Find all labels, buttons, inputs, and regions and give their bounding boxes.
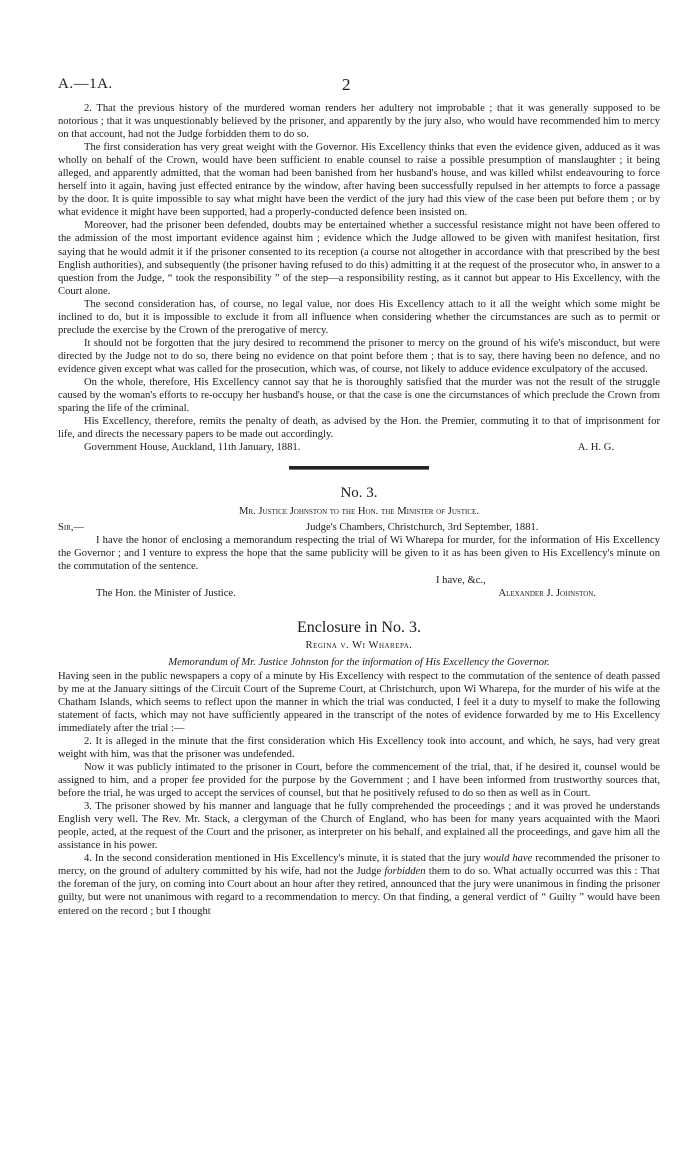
minute-paragraph-2: 2. That the previous history of the murdered woman renders her adultery not improbable ; that it was generally supposed to be notorious ; that it was unquestionably believed by the prisoner, and apparently by the jury also, who would have recommended him to mercy on that account, had not the Judge forbidden them to do so.	[58, 103, 660, 141]
letter-signature: Alexander J. Johnston.	[498, 587, 596, 599]
memorandum-paragraph-2: 2. It is alleged in the minute that the first consideration which His Excellency took into account, and which, he says, had very great weight with him, was that the prisoner was undefended.	[58, 735, 660, 760]
governor-minute	[58, 102, 660, 454]
letter-sign-row	[58, 587, 660, 600]
minute-paragraph-not-forgotten: It should not be forgotten that the jury desired to recommend the prisoner to mercy on the ground of his wife's misconduct, but were directed by the Judge not to do so, there being no evidence on that point before them ; that is to say, there having been no defence, and no evidence given except what was called for the prosecution, which was, of course, not likely to adduce evidence exculpatory of the accused.	[58, 337, 660, 375]
letter-body: I have the honor of enclosing a memorandum respecting the trial of Wi Wharepa for murder, for the information of His Excellency the Governor ; and I venture to express the hope that the same publicity will be given to it as has been given to His Excellency's minute on the commutation of the sentence.	[58, 535, 660, 573]
section-divider	[289, 466, 429, 470]
memorandum-paragraph-3: 3. The prisoner showed by his manner and language that he fully comprehended the proceedings ; and it was proved he understands English very well. The Rev. Mr. Stack, a clergyman of the Church of England, who has been for many years acquainted with the Maori people, acted, at the request of the Court and the prisoner, as interpreter on his behalf, and explained all the proceedings, and gave him all the assistance in his power.	[58, 801, 660, 852]
minute-paragraph-moreover: Moreover, had the prisoner been defended, doubts may be entertained whether a successful resistance might not have been offered to the admission of the most important evidence against him ; evidence which the Judge allowed to be given with manifest hesitation, first saying that he would admit it if the prisoner consented to its reception (a course not altogether in accordance with that prescribed by the best English authorities), and subsequently (the prisoner having refused to do this) admitting it at the request of the prosecutor who, in answer to a question from the Judge, “ took the responsibility ” of the step—a responsibility resting, as it cannot but appear to His Excellency, with the Court alone.	[58, 220, 660, 297]
minute-paragraph-first-consideration: The first consideration has very great weight with the Governor. His Excellency thinks that even the evidence given, adduced as it was wholly on behalf of the Crown, would have been sufficient to enable counsel to raise a possible presumption of manslaughter ; it being alleged, and apparently admitted, that the woman had been banished from her husband's house, and was killed whilst endeavouring to force herself into it again, having just effected entrance by the window, after having been successfully repulsed in her attempts to force a passage by the door. It is quite impossible to say what might have been the verdict of the jury had this view of the case been put before them ; or by what evidence it might have been supported, had a properly-conducted defence been insisted on.	[58, 142, 660, 219]
minute-signature-line	[58, 441, 660, 454]
p4-emphasis-forbidden: forbidden	[384, 866, 426, 878]
letter-recipient: The Hon. the Minister of Justice.	[96, 587, 236, 599]
p4-text-c: them to do so. What actually occurred was this : That the foreman of the jury, on coming into Court about an hour after they retired, announced that the jury were unanimous in finding the prisoner guilty, but were not unanimous with regard to a recommendation to mercy. On that finding, a general verdict of “ Guilty ” would have been entered on the record ; but I thought	[58, 866, 660, 917]
letter-salutation: Sir,—	[58, 522, 85, 534]
letter-address: Judge's Chambers, Christchurch, 3rd September, 1881.	[306, 522, 539, 534]
p4-emphasis-would-have: would have	[483, 853, 533, 865]
letter-no-3	[58, 484, 660, 599]
page-number: 2	[342, 75, 351, 94]
memorandum-title: Memorandum of Mr. Justice Johnston for the information of His Excellency the Governor.	[168, 656, 550, 668]
memorandum-intro: Having seen in the public newspapers a copy of a minute by His Excellency with respect to the commutation of the sentence of death passed by me at the January sittings of the Circuit Court of the Supreme Court, at Christchurch, upon Wi Wharepa, for the murder of his wife at the Chatham Islands, which seems to reflect upon the manner in which the trial was conducted, I feel it a duty to myself to make the following statement of facts, which may not have sufficiently appeared in the transcript of the notes of evidence forwarded by me to His Excellency immediately after the trial :—	[58, 670, 660, 734]
letter-from-to: Mr. Justice Johnston to the Hon. the Minister of Justice.	[239, 506, 479, 518]
letter-number-heading: No. 3.	[340, 485, 378, 502]
letter-closing: I have, &c.,	[436, 574, 486, 586]
minute-paragraph-on-the-whole: On the whole, therefore, His Excellency cannot say that he is thoroughly satisfied that the murder was not the result of the struggle caused by the woman's efforts to re-occupy her husband's house, or that the case is one the circumstances of which preclude the Crown from sparing the life of the criminal.	[58, 376, 660, 415]
paper-reference: A.—1A.	[58, 76, 113, 92]
minute-initials: A. H. G.	[577, 442, 614, 454]
p4-text-a: 4. In the second consideration mentioned in His Excellency's minute, it is stated that the jury	[84, 853, 481, 865]
enclosure-section	[58, 619, 660, 918]
minute-place-date: Government House, Auckland, 11th January, 1881.	[84, 442, 301, 454]
letter-salutation-row	[58, 521, 660, 534]
enclosure-title: Enclosure in No. 3.	[297, 618, 421, 636]
minute-paragraph-second-consideration: The second consideration has, of course, no legal value, nor does His Excellency attach to it all the weight which some might be inclined to do, but it is impossible to exclude it from all influence when considering whether the circumstances are such as to permit or preclude the exercise by the Crown of the prerogative of mercy.	[58, 298, 660, 336]
page-header	[58, 75, 660, 102]
p4-text-b: recommended the prisoner to mercy, on the ground of adultery committed by his wife, had not the Judge	[58, 853, 660, 878]
enclosure-case-name: Regina v. Wi Wharepa.	[305, 639, 413, 651]
memorandum-paragraph-4	[58, 852, 660, 917]
minute-paragraph-remits: His Excellency, therefore, remits the penalty of death, as advised by the Hon. the Premier, commuting it to that of imprisonment for life, and directs the necessary papers to be made out accordingly.	[58, 416, 660, 441]
memorandum-paragraph-2b: Now it was publicly intimated to the prisoner in Court, before the commencement of the trial, that, if he desired it, counsel would be assigned to him, and a proper fee provided for the purpose by the Government ; and I have been informed from trustworthy sources that, before the trial, he was urged to accept the services of counsel, but that he positively refused to do so then as well as in Court.	[58, 762, 660, 800]
